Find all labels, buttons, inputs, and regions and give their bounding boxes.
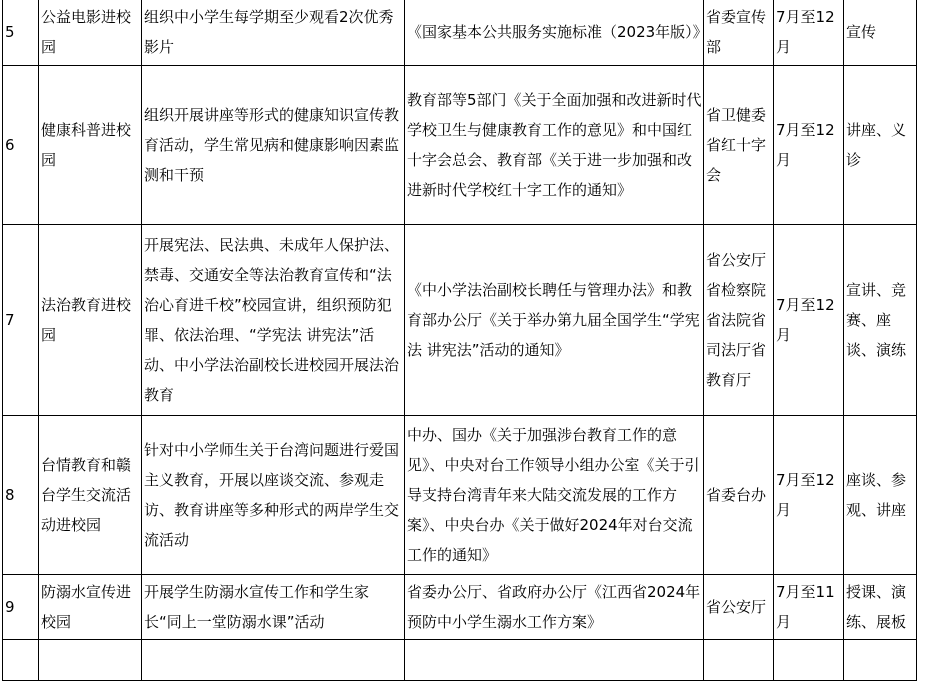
policy-basis: 《国家基本公共服务实施标准（2023年版）》 xyxy=(405,0,704,66)
responsible-department: 省公安厅 xyxy=(704,575,774,640)
time-period: 7月至12月 xyxy=(774,225,844,416)
time-period: 7月至12月 xyxy=(774,66,844,225)
table-row xyxy=(3,225,917,416)
table-row xyxy=(3,0,917,66)
activities-table xyxy=(2,0,917,681)
responsible-department: 省公安厅省检察院省法院省司法厅省教育厅 xyxy=(704,225,774,416)
row-number: 9 xyxy=(3,575,39,640)
table-row xyxy=(3,575,917,640)
activity-form-empty xyxy=(844,640,917,681)
activity-form: 宣讲、竞赛、座谈、演练 xyxy=(844,225,917,416)
time-period: 7月至11月 xyxy=(774,575,844,640)
row-number: 7 xyxy=(3,225,39,416)
activity-form: 座谈、参观、讲座 xyxy=(844,416,917,575)
activity-name: 台情教育和赣台学生交流活动进校园 xyxy=(39,416,142,575)
activity-content: 针对中小学师生关于台湾问题进行爱国主义教育，开展以座谈交流、参观走访、教育讲座等多种形式的两岸学生交流活动 xyxy=(142,416,405,575)
table-row xyxy=(3,416,917,575)
activity-form: 宣传 xyxy=(844,0,917,66)
activity-form: 授课、演练、展板 xyxy=(844,575,917,640)
policy-basis: 中办、国办《关于加强涉台教育工作的意见》、中央对台工作领导小组办公室《关于引导支持台湾青年来大陆交流发展的工作方案》、中央台办《关于做好2024年对台交流工作的通知》 xyxy=(405,416,704,575)
row-number-empty xyxy=(3,640,39,681)
table-row-partial xyxy=(3,640,917,681)
activity-content: 组织中小学生每学期至少观看2次优秀影片 xyxy=(142,0,405,66)
time-period-empty xyxy=(774,640,844,681)
activity-name: 公益电影进校园 xyxy=(39,0,142,66)
row-number: 6 xyxy=(3,66,39,225)
activity-content: 组织开展讲座等形式的健康知识宣传教育活动，学生常见病和健康影响因素监测和干预 xyxy=(142,66,405,225)
activity-content: 开展学生防溺水宣传工作和学生家长“同上一堂防溺水课”活动 xyxy=(142,575,405,640)
row-number: 5 xyxy=(3,0,39,66)
responsible-department: 省委台办 xyxy=(704,416,774,575)
responsible-department: 省卫健委省红十字会 xyxy=(704,66,774,225)
activity-name: 法治教育进校园 xyxy=(39,225,142,416)
activity-name-empty xyxy=(39,640,142,681)
time-period: 7月至12月 xyxy=(774,416,844,575)
activity-content-empty xyxy=(142,640,405,681)
responsible-department-empty xyxy=(704,640,774,681)
policy-basis: 《中小学法治副校长聘任与管理办法》和教育部办公厅《关于举办第九届全国学生“学宪法 讲宪法”活动的通知》 xyxy=(405,225,704,416)
activity-name: 防溺水宣传进校园 xyxy=(39,575,142,640)
table-row xyxy=(3,66,917,225)
activity-name: 健康科普进校园 xyxy=(39,66,142,225)
time-period: 7月至12月 xyxy=(774,0,844,66)
activity-form: 讲座、义诊 xyxy=(844,66,917,225)
policy-basis-empty xyxy=(405,640,704,681)
row-number: 8 xyxy=(3,416,39,575)
responsible-department: 省委宣传部 xyxy=(704,0,774,66)
activity-content: 开展宪法、民法典、未成年人保护法、禁毒、交通安全等法治教育宣传和“法治心育进千校”校园宣讲，组织预防犯罪、依法治理、“学宪法 讲宪法”活动、中小学法治副校长进校园开展法治教育 xyxy=(142,225,405,416)
policy-basis: 省委办公厅、省政府办公厅《江西省2024年预防中小学生溺水工作方案》 xyxy=(405,575,704,640)
policy-basis: 教育部等5部门《关于全面加强和改进新时代学校卫生与健康教育工作的意见》和中国红十字会总会、教育部《关于进一步加强和改进新时代学校红十字工作的通知》 xyxy=(405,66,704,225)
